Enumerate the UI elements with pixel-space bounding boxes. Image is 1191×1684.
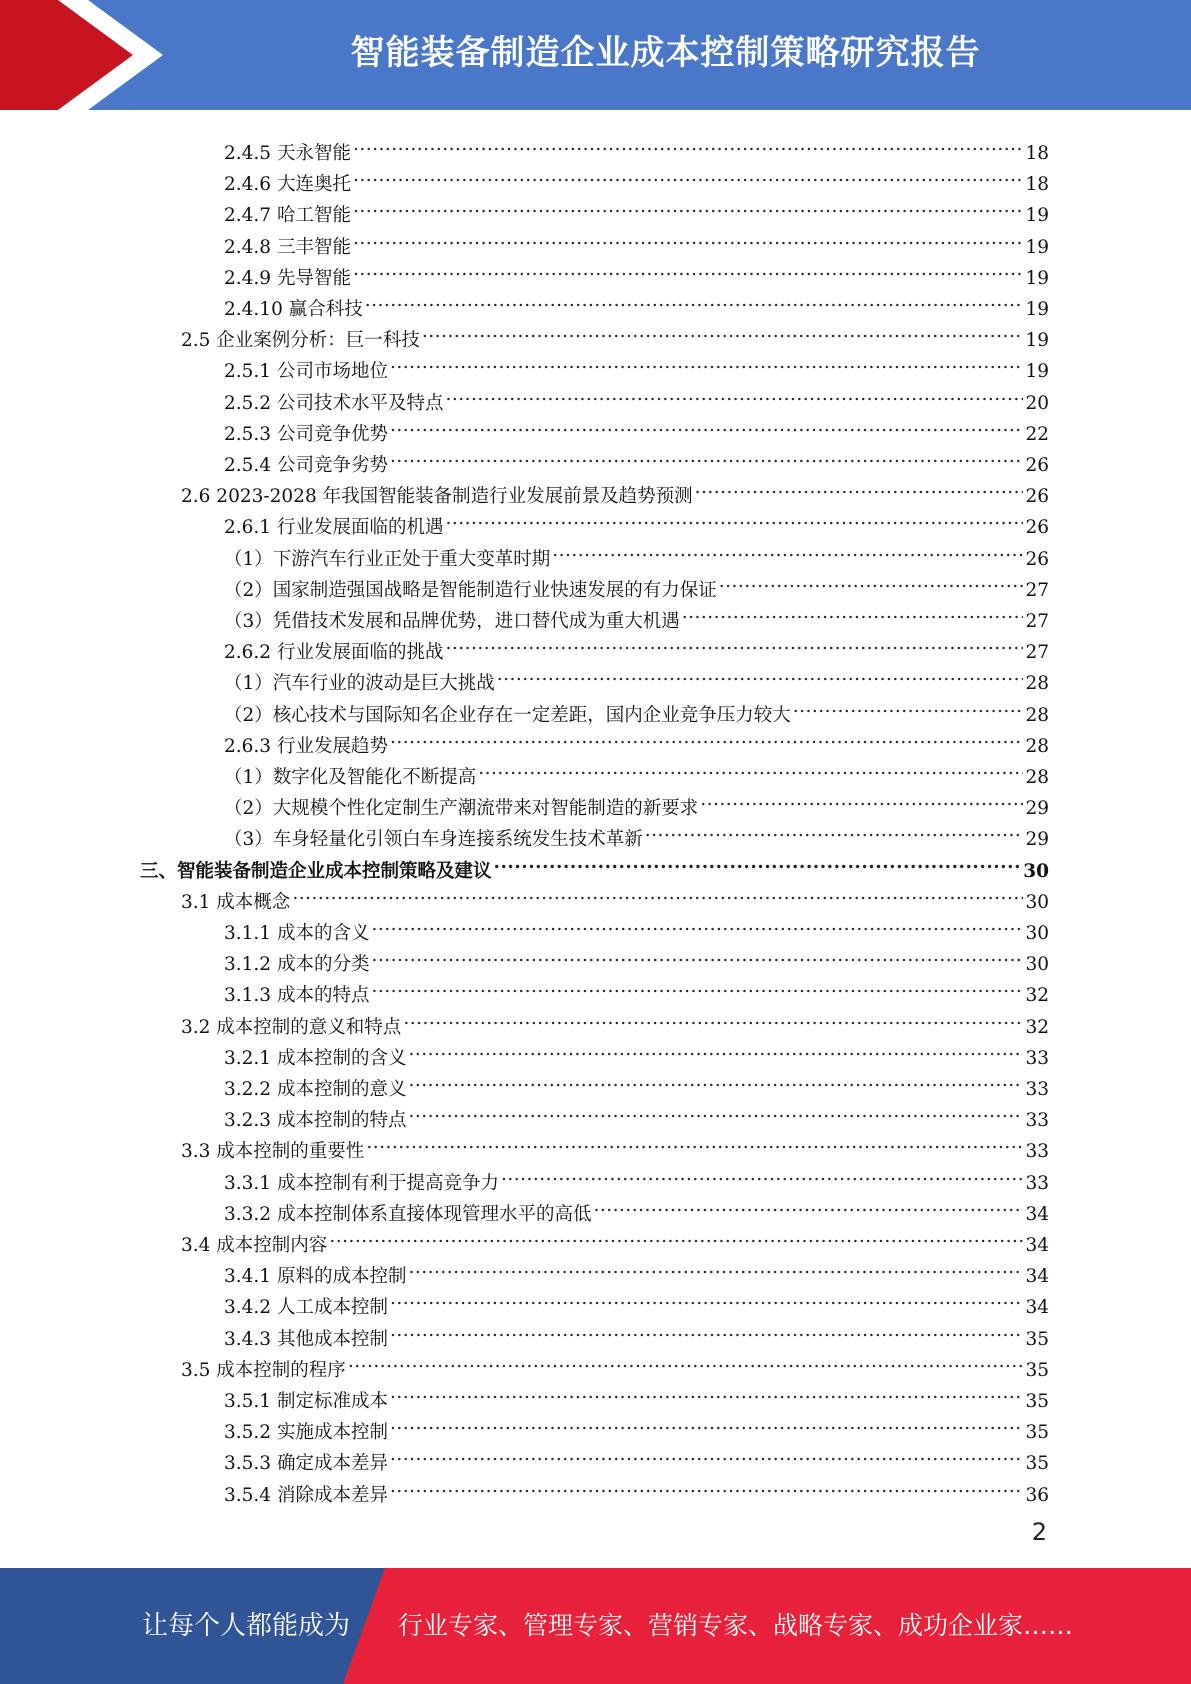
footer-slogan: 让每个人都能成为 xyxy=(142,1611,351,1641)
toc-entry[interactable] xyxy=(224,284,1049,320)
toc-entry-page: 35 xyxy=(1025,1359,1049,1381)
toc-entry-page: 18 xyxy=(1025,174,1049,196)
toc-entry-title: （1）下游汽车行业正处于重大变革时期 xyxy=(224,548,551,570)
toc-dot-leader xyxy=(695,471,1024,502)
toc-entry-title: 3.2 成本控制的意义和特点 xyxy=(181,1016,402,1038)
toc-entry-page: 28 xyxy=(1025,735,1049,757)
toc-dot-leader xyxy=(645,814,1024,845)
toc-dot-leader xyxy=(390,1470,1023,1501)
toc-dot-leader xyxy=(353,253,1024,284)
toc-entry-title: 3.5.1 制定标准成本 xyxy=(224,1391,388,1412)
toc-entry[interactable] xyxy=(224,534,1049,570)
toc-entry[interactable] xyxy=(181,471,1049,508)
toc-entry-page: 18 xyxy=(1025,143,1049,164)
toc-entry[interactable] xyxy=(224,658,1049,695)
toc-dot-leader xyxy=(445,378,1023,409)
toc-dot-leader xyxy=(422,315,1024,346)
toc-entry-page: 19 xyxy=(1025,330,1049,352)
toc-entry-title: 2.6 2023-2028 年我国智能装备制造行业发展前景及趋势预测 xyxy=(181,486,693,508)
toc-dot-leader xyxy=(390,409,1023,440)
toc-entry-page: 32 xyxy=(1025,985,1049,1007)
toc-dot-leader xyxy=(719,565,1024,596)
toc-entry[interactable] xyxy=(181,1220,1049,1256)
toc-dot-leader xyxy=(353,128,1024,159)
toc-dot-leader xyxy=(353,159,1024,190)
toc-entry-title: 3.3.1 成本控制有利于提高竞争力 xyxy=(224,1172,499,1194)
header-banner xyxy=(0,0,1191,110)
toc-entry-title: （2）大规模个性化定制生产潮流带来对智能制造的新要求 xyxy=(224,798,699,820)
toc-entry-page: 19 xyxy=(1025,361,1049,383)
toc-entry[interactable] xyxy=(224,378,1049,414)
toc-entry[interactable] xyxy=(224,1158,1049,1194)
toc-dot-leader xyxy=(390,1407,1023,1438)
toc-entry[interactable] xyxy=(224,939,1049,976)
toc-entry-title: 2.5.3 公司竞争优势 xyxy=(224,423,388,445)
toc-entry[interactable] xyxy=(224,690,1049,726)
toc-entry[interactable] xyxy=(181,1002,1049,1038)
toc-entry-page: 34 xyxy=(1025,1203,1049,1225)
toc-entry[interactable] xyxy=(224,1470,1049,1506)
toc-entry-title: 3.1.1 成本的含义 xyxy=(224,923,370,944)
toc-entry-title: （3）车身轻量化引领白车身连接系统发生技术革新 xyxy=(224,829,643,851)
toc-entry[interactable] xyxy=(224,1407,1049,1444)
toc-entry-page: 26 xyxy=(1025,517,1049,539)
toc-entry[interactable] xyxy=(224,159,1049,196)
toc-entry-title: 2.5 企业案例分析：巨一科技 xyxy=(181,330,420,352)
toc-entry-title: 2.6.3 行业发展趋势 xyxy=(224,735,388,757)
toc-entry-title: 3.4.1 原料的成本控制 xyxy=(224,1266,407,1288)
toc-dot-leader xyxy=(390,440,1023,471)
toc-entry-title: 3.3 成本控制的重要性 xyxy=(181,1141,365,1163)
toc-dot-leader xyxy=(390,1438,1023,1469)
toc-dot-leader xyxy=(682,596,1024,627)
toc-entry[interactable] xyxy=(224,128,1049,164)
toc-dot-leader xyxy=(390,1314,1023,1345)
toc-dot-leader xyxy=(292,877,1023,908)
toc-entry[interactable] xyxy=(224,814,1049,851)
toc-entry-page: 34 xyxy=(1025,1235,1049,1256)
toc-dot-leader xyxy=(445,502,1023,533)
toc-entry-title: 3.5.3 确定成本差异 xyxy=(224,1453,388,1475)
toc-dot-leader xyxy=(408,1251,1023,1282)
toc-entry[interactable] xyxy=(224,1064,1049,1100)
toc-entry-page: 26 xyxy=(1025,486,1049,508)
toc-entry[interactable] xyxy=(181,1345,1049,1381)
toc-entry-page: 30 xyxy=(1025,954,1049,976)
toc-entry-title: 2.4.10 赢合科技 xyxy=(224,299,363,320)
toc-entry-title: 3.1.3 成本的特点 xyxy=(224,985,370,1007)
toc-dot-leader xyxy=(700,783,1023,814)
toc-dot-leader xyxy=(593,1189,1023,1220)
toc-entry-title: 3.2.1 成本控制的含义 xyxy=(224,1047,407,1069)
toc-entry-page: 22 xyxy=(1025,423,1049,445)
toc-dot-leader xyxy=(408,1033,1023,1064)
toc-entry-title: 三、智能装备制造企业成本控制策略及建议 xyxy=(140,860,492,882)
toc-entry[interactable] xyxy=(224,409,1049,445)
toc-entry-title: 2.4.8 三丰智能 xyxy=(224,236,351,258)
toc-entry-page: 33 xyxy=(1025,1110,1049,1132)
toc-dot-leader xyxy=(390,1376,1023,1407)
toc-entry-page: 27 xyxy=(1025,642,1049,664)
toc-entry-title: 2.5.1 公司市场地位 xyxy=(224,361,388,383)
toc-entry-page: 28 xyxy=(1025,704,1049,726)
toc-dot-leader xyxy=(408,1095,1023,1126)
toc-entry-page: 32 xyxy=(1025,1016,1049,1038)
toc-dot-leader xyxy=(371,908,1023,939)
toc-entry-page: 33 xyxy=(1025,1079,1049,1100)
toc-entry-title: 3.1.2 成本的分类 xyxy=(224,954,370,976)
toc-entry-page: 26 xyxy=(1025,455,1049,476)
toc-dot-leader xyxy=(390,346,1023,377)
toc-entry-page: 33 xyxy=(1025,1141,1049,1163)
toc-entry-page: 29 xyxy=(1025,829,1049,851)
toc-dot-leader xyxy=(390,1282,1023,1313)
toc-entry[interactable] xyxy=(224,1095,1049,1132)
toc-entry[interactable] xyxy=(224,752,1049,788)
toc-entry-page: 35 xyxy=(1025,1391,1049,1412)
toc-entry[interactable] xyxy=(224,1282,1049,1319)
toc-dot-leader xyxy=(793,690,1024,721)
toc-entry[interactable] xyxy=(224,908,1049,944)
toc-dot-leader xyxy=(353,190,1024,221)
toc-entry-title: 3.5.4 消除成本差异 xyxy=(224,1484,388,1506)
toc-entry[interactable] xyxy=(224,1189,1049,1225)
toc-entry-page: 27 xyxy=(1025,579,1049,601)
toc-entry-page: 30 xyxy=(1025,891,1049,913)
toc-dot-leader xyxy=(371,970,1023,1001)
toc-entry[interactable] xyxy=(181,877,1049,913)
toc-entry-page: 33 xyxy=(1025,1047,1049,1069)
toc-entry-page: 19 xyxy=(1025,236,1049,258)
toc-entry-title: 2.4.6 大连奥托 xyxy=(224,174,351,196)
toc-entry-title: 3.3.2 成本控制体系直接体现管理水平的高低 xyxy=(224,1203,592,1225)
page-number: 2 xyxy=(1031,1518,1047,1546)
toc-entry[interactable] xyxy=(181,1126,1049,1163)
toc-entry-title: 3.5 成本控制的程序 xyxy=(181,1359,346,1381)
toc-entry-title: 2.4.9 先导智能 xyxy=(224,267,351,289)
toc-entry-title: 2.6.1 行业发展面临的机遇 xyxy=(224,517,444,539)
toc-entry-title: 3.4 成本控制内容 xyxy=(181,1235,328,1256)
toc-entry[interactable] xyxy=(224,346,1049,383)
toc-entry[interactable] xyxy=(224,1033,1049,1069)
toc-entry-title: 3.2.2 成本控制的意义 xyxy=(224,1079,407,1100)
toc-entry[interactable] xyxy=(224,190,1049,227)
toc-entry-page: 34 xyxy=(1025,1297,1049,1319)
toc-entry-page: 33 xyxy=(1025,1172,1049,1194)
toc-entry-title: （1）汽车行业的波动是巨大挑战 xyxy=(224,673,495,695)
toc-dot-leader xyxy=(501,1158,1023,1189)
report-title: 智能装备制造企业成本控制策略研究报告 xyxy=(350,33,981,73)
toc-entry-title: 2.4.5 天永智能 xyxy=(224,143,351,164)
toc-entry-page: 35 xyxy=(1025,1328,1049,1350)
toc-dot-leader xyxy=(445,627,1023,658)
toc-dot-leader xyxy=(494,846,1022,877)
toc-entry-title: 2.5.2 公司技术水平及特点 xyxy=(224,392,444,414)
toc-dot-leader xyxy=(408,1064,1023,1095)
toc-entry[interactable] xyxy=(224,1251,1049,1288)
toc-dot-leader xyxy=(348,1345,1024,1376)
toc-dot-leader xyxy=(366,1126,1023,1157)
toc-entry-page: 35 xyxy=(1025,1453,1049,1475)
toc-entry-page: 30 xyxy=(1025,923,1049,944)
toc-entry-page: 35 xyxy=(1025,1422,1049,1444)
toc-entry[interactable] xyxy=(224,1438,1049,1475)
toc-entry-page: 19 xyxy=(1025,299,1049,320)
toc-entry-page: 28 xyxy=(1025,673,1049,695)
toc-entry-page: 19 xyxy=(1025,267,1049,289)
toc-entry[interactable] xyxy=(140,846,1049,882)
toc-dot-leader xyxy=(403,1002,1023,1033)
toc-dot-leader xyxy=(365,284,1024,315)
toc-entry-page: 34 xyxy=(1025,1266,1049,1288)
toc-entry-title: 3.1 成本概念 xyxy=(181,891,291,913)
toc-dot-leader xyxy=(552,534,1023,565)
footer-roles: 行业专家、管理专家、营销专家、战略专家、成功企业家…… xyxy=(398,1611,1074,1640)
toc-entry[interactable] xyxy=(224,970,1049,1007)
toc-entry-title: 2.4.7 哈工智能 xyxy=(224,205,351,227)
toc-entry-page: 26 xyxy=(1025,548,1049,570)
toc-entry-title: （2）国家制造强国战略是智能制造行业快速发展的有力保证 xyxy=(224,579,717,601)
toc-dot-leader xyxy=(329,1220,1023,1251)
toc-entry-page: 28 xyxy=(1025,767,1049,788)
toc-entry-title: （3）凭借技术发展和品牌优势，进口替代成为重大机遇 xyxy=(224,611,680,632)
toc-entry-title: （1）数字化及智能化不断提高 xyxy=(224,767,477,788)
toc-entry[interactable] xyxy=(224,440,1049,476)
toc-dot-leader xyxy=(371,939,1023,970)
toc-entry-page: 30 xyxy=(1023,860,1049,882)
toc-entry-title: 2.5.4 公司竞争劣势 xyxy=(224,455,388,476)
toc-entry[interactable] xyxy=(224,1376,1049,1412)
toc-entry[interactable] xyxy=(224,783,1049,820)
footer-banner xyxy=(0,1568,1191,1684)
toc-entry[interactable] xyxy=(224,253,1049,289)
toc-entry-title: 2.6.2 行业发展面临的挑战 xyxy=(224,642,444,664)
toc-entry-page: 27 xyxy=(1025,611,1049,632)
toc-entry-title: 3.5.2 实施成本控制 xyxy=(224,1422,388,1444)
toc-entry[interactable] xyxy=(224,222,1049,258)
toc-entry[interactable] xyxy=(224,565,1049,601)
toc-entry-title: 3.4.3 其他成本控制 xyxy=(224,1328,388,1350)
toc-dot-leader xyxy=(353,222,1024,253)
toc-entry[interactable] xyxy=(224,502,1049,539)
toc-entry-title: 3.2.3 成本控制的特点 xyxy=(224,1110,407,1132)
toc-entry[interactable] xyxy=(224,721,1049,757)
toc-entry[interactable] xyxy=(224,627,1049,664)
toc-entry[interactable] xyxy=(181,315,1049,352)
toc-entry-page: 29 xyxy=(1025,798,1049,820)
toc-entry-page: 20 xyxy=(1025,392,1049,414)
toc-entry-title: （2）核心技术与国际知名企业存在一定差距，国内企业竞争压力较大 xyxy=(224,704,791,726)
toc-entry[interactable] xyxy=(224,1314,1049,1350)
toc-entry-page: 36 xyxy=(1025,1484,1049,1506)
toc-entry-page: 19 xyxy=(1025,205,1049,227)
toc-dot-leader xyxy=(478,752,1023,783)
toc-entry-title: 3.4.2 人工成本控制 xyxy=(224,1297,388,1319)
toc-dot-leader xyxy=(390,721,1023,752)
toc-entry[interactable] xyxy=(224,596,1049,632)
toc-dot-leader xyxy=(497,658,1024,689)
